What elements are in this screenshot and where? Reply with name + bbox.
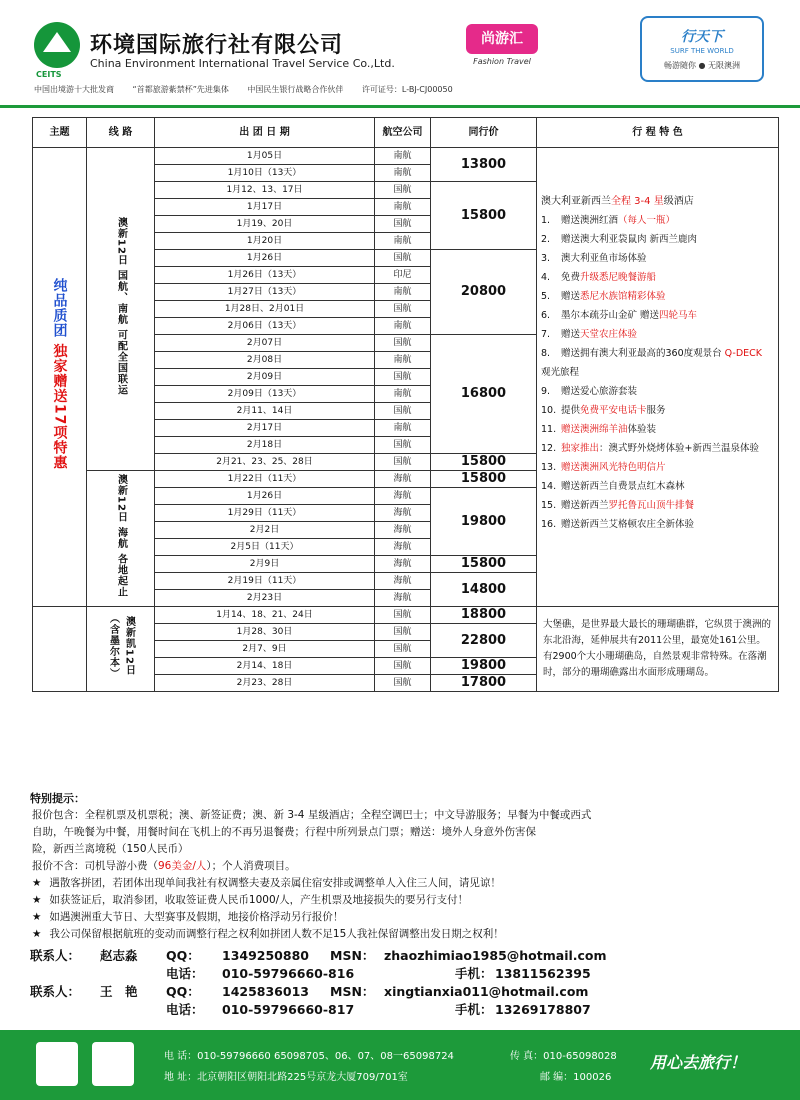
contact-label: 联系人： [30, 984, 81, 999]
route-label: 澳新12日 国航、南航 可配全国联运 [115, 216, 127, 396]
route-label: 澳新凯12日（含墨尔本） [107, 613, 135, 679]
airline: 国航 [375, 216, 431, 233]
feature-text: 服务 [646, 405, 666, 416]
airline: 印尼 [375, 267, 431, 284]
feature-number: 10. [541, 405, 557, 416]
certificate-badge-icon [92, 1042, 134, 1086]
feature-text: 赠送澳洲红酒 [561, 215, 619, 226]
airline: 国航 [375, 658, 431, 675]
feature-number: 9. [541, 386, 551, 397]
departure-date: 1月14、18、21、24日 [155, 607, 375, 624]
departure-date: 2月08日 [155, 352, 375, 369]
notice-item [30, 875, 780, 892]
star-icon: ★ [32, 928, 42, 940]
airline: 国航 [375, 403, 431, 420]
feature-highlight: Q-DECK [724, 348, 763, 359]
feature-text: 赠送 [561, 291, 581, 302]
group-price: 18800 [431, 607, 537, 624]
msn-label: MSN： [330, 984, 375, 999]
feature-item [541, 439, 774, 458]
feature-number: 8. [541, 348, 551, 359]
airline: 海航 [375, 539, 431, 556]
notice-text: 我公司保留根据航班的变动而调整行程之权利如拼团人数不足15人我社保留调整出发日期之权利！ [49, 928, 504, 940]
credential: 许可证号：L-BJ-CJ00050 [361, 85, 453, 94]
msn-label: MSN： [330, 948, 375, 963]
surf-the-world-logo [640, 16, 764, 82]
company-name-en: China Environment International Travel Service Co.,Ltd. [90, 57, 395, 70]
header-features: 行 程 特 色 [537, 118, 779, 148]
feature-text: 墨尔本疏芬山金矿 赠送 [561, 310, 660, 321]
airline: 海航 [375, 522, 431, 539]
price-includes [30, 807, 780, 824]
airline: 南航 [375, 284, 431, 301]
feature-number: 3. [541, 253, 551, 264]
feature-highlight: 赠送澳洲绵羊油 [561, 424, 628, 435]
contact-row [30, 983, 780, 1001]
theme-cell-empty [33, 607, 87, 692]
feature-number: 4. [541, 272, 551, 283]
credential: 中国出境游十大批发商 [34, 85, 114, 94]
theme-text: 纯品质团 [51, 277, 68, 338]
mobile-number: 13811562395 [495, 966, 591, 981]
departure-date: 1月12、13、17日 [155, 182, 375, 199]
feature-highlight: 四轮马车 [659, 310, 698, 321]
group-price: 20800 [431, 250, 537, 335]
airline: 国航 [375, 182, 431, 199]
departure-date: 1月29日（11天） [155, 505, 375, 522]
feature-number: 13. [541, 462, 557, 473]
theme-label [51, 278, 69, 470]
departure-date: 1月20日 [155, 233, 375, 250]
airline: 南航 [375, 233, 431, 250]
airline: 国航 [375, 454, 431, 471]
group-price: 15800 [431, 556, 537, 573]
feature-item [541, 420, 774, 439]
feature-text: 赠送新西兰艾格顿农庄全新体验 [561, 519, 695, 530]
feature-text: 赠送新西兰 [561, 500, 609, 511]
feature-item [541, 249, 774, 268]
header-theme: 主题 [33, 118, 87, 148]
tour-schedule-table [32, 117, 779, 692]
features-title [541, 192, 774, 211]
feature-number: 5. [541, 291, 551, 302]
departure-date: 2月2日 [155, 522, 375, 539]
feature-highlight: 赠送澳洲风光特色明信片 [561, 462, 666, 473]
airline: 南航 [375, 199, 431, 216]
notice-item [30, 926, 780, 943]
table-header-row [33, 118, 779, 148]
feature-number: 7. [541, 329, 551, 340]
notice-item [30, 909, 780, 926]
theme-cell [33, 148, 87, 607]
feature-text: 体验装 [627, 424, 657, 435]
footer-fax: 传 真：010-65098028 [510, 1051, 617, 1062]
contact-label: 联系人： [30, 948, 81, 963]
includes-line: 全程机票及机票税；澳、新签证费；澳、新 3-4 星级酒店；全程空调巴士；中文导游服务；早餐为中餐或西式 [84, 809, 592, 821]
route-cell [87, 148, 155, 471]
mobile-label: 手机： [455, 1002, 493, 1017]
feature-number: 16. [541, 519, 557, 530]
airline: 南航 [375, 352, 431, 369]
departure-date: 2月11、14日 [155, 403, 375, 420]
feature-text: 观光旅程 [541, 367, 580, 378]
feature-item [541, 458, 774, 477]
group-price: 13800 [431, 148, 537, 182]
header-airline: 航空公司 [375, 118, 431, 148]
award-badge-icon [36, 1042, 78, 1086]
logo-caption: CEITS [36, 70, 62, 79]
airline: 海航 [375, 471, 431, 488]
footer-postcode: 邮 编：100026 [540, 1072, 612, 1083]
airline: 海航 [375, 556, 431, 573]
feature-item [541, 477, 774, 496]
excludes-text: ）；个人消费项目。 [206, 860, 296, 872]
footer-phone: 电 话：010-59796660 65098705、06、07、08一65098724 [164, 1051, 454, 1062]
contact-name: 王 艳 [100, 984, 138, 999]
excludes-text: 司机导游小费（ [84, 860, 158, 872]
departure-date: 2月06日（13天） [155, 318, 375, 335]
brand2-title: 行天下 [681, 29, 723, 45]
group-price: 22800 [431, 624, 537, 658]
footer-address: 地 址：北京朝阳区朝阳北路225号京龙大厦709/701室 [164, 1072, 408, 1083]
feature-highlight: 升级悉尼晚餐游船 [580, 272, 657, 283]
feature-text: 赠送澳大利亚袋鼠肉 新西兰鹿肉 [561, 234, 698, 245]
includes-line: 自助，午晚餐为中餐，用餐时间在飞机上的不再另退餐费；行程中所列景点门票；赠送：境外人身意外伤害保 [32, 826, 536, 838]
feature-number: 2. [541, 234, 551, 245]
feature-item [541, 344, 774, 382]
feature-item [541, 230, 774, 249]
contact-name: 赵志淼 [100, 948, 138, 963]
star-icon: ★ [32, 911, 42, 923]
departure-date: 2月09日（13天） [155, 386, 375, 403]
excludes-label: 报价不含： [32, 860, 85, 872]
table-row [33, 148, 779, 165]
route-cell [87, 471, 155, 607]
tel-number: 010-59796660-817 [222, 1002, 355, 1017]
feature-number: 11. [541, 424, 557, 435]
special-notes [30, 790, 780, 943]
header-route: 线 路 [87, 118, 155, 148]
price-excludes [30, 858, 780, 875]
notice-item [30, 892, 780, 909]
msn-address[interactable]: xingtianxia011@hotmail.com [384, 984, 589, 999]
ceits-logo-icon [34, 22, 80, 68]
header-date: 出 团 日 期 [155, 118, 375, 148]
departure-date: 1月05日 [155, 148, 375, 165]
contact-row [30, 947, 780, 965]
feature-item [541, 287, 774, 306]
feature-highlight: 独家推出 [561, 443, 600, 454]
footer-slogan: 用心去旅行！ [650, 1053, 747, 1072]
airline: 海航 [375, 590, 431, 607]
airline: 国航 [375, 641, 431, 658]
features-title-part: 全程 3-4 星 [611, 196, 664, 207]
tel-label: 电话： [166, 1002, 204, 1017]
departure-date: 2月7、9日 [155, 641, 375, 658]
airline: 海航 [375, 573, 431, 590]
company-name-cn: 环境国际旅行社有限公司 [90, 33, 344, 58]
includes-line: 险，新西兰离境税（150人民币） [32, 843, 189, 855]
star-icon: ★ [32, 877, 42, 889]
airline: 南航 [375, 148, 431, 165]
notice-text: 如遇澳洲重大节日、大型赛事及假期，地接价格浮动另行报价！ [49, 911, 344, 923]
brand2-slogan: 畅游随你 ● 无限澳洲 [663, 61, 741, 70]
feature-item [541, 306, 774, 325]
fashion-travel-caption: Fashion Travel [473, 57, 531, 66]
departure-date: 1月10日（13天） [155, 165, 375, 182]
feature-highlight: 天堂农庄体验 [580, 329, 638, 340]
feature-highlight: 罗托鲁瓦山顶牛排餐 [608, 500, 695, 511]
departure-date: 2月23、28日 [155, 675, 375, 692]
notice-text: 遇散客拼团，若团体出现单间我社有权调整夫妻及亲属住宿安排或调整单人入住三人间，请见谅！ [49, 877, 501, 889]
airline: 国航 [375, 369, 431, 386]
departure-date: 1月27日（13天） [155, 284, 375, 301]
route-cell [87, 607, 155, 692]
feature-item [541, 325, 774, 344]
feature-highlight: 免费平安电话卡 [580, 405, 647, 416]
feature-highlight: 悉尼水族馆精彩体验 [580, 291, 666, 302]
group-price: 15800 [431, 182, 537, 250]
feature-text: 赠送新西兰自费景点红木森林 [561, 481, 685, 492]
departure-date: 2月5日（11天） [155, 539, 375, 556]
contact-row [30, 1001, 780, 1019]
contact-row [30, 965, 780, 983]
qq-label: QQ： [166, 948, 200, 963]
feature-text: 免费 [561, 272, 581, 283]
includes-label: 报价包含： [32, 809, 85, 821]
airline: 南航 [375, 386, 431, 403]
route-label: 澳新12日 海航 各地起止 [115, 473, 127, 598]
airline: 国航 [375, 607, 431, 624]
header-price: 同行价 [431, 118, 537, 148]
departure-date: 1月28日、2月01日 [155, 301, 375, 318]
departure-date: 1月17日 [155, 199, 375, 216]
features-title-part: 级酒店 [663, 196, 694, 207]
feature-text: ：澳式野外烧烤体验+新西兰温泉体验 [599, 443, 759, 454]
airline: 国航 [375, 250, 431, 267]
feature-text: 赠送 [561, 329, 581, 340]
table-row [33, 607, 779, 624]
page-footer [0, 1030, 800, 1100]
feature-number: 1. [541, 215, 551, 226]
feature-text: 赠送拥有澳大利亚最高的360度观景台 [561, 348, 725, 359]
departure-date: 1月19、20日 [155, 216, 375, 233]
airline: 南航 [375, 420, 431, 437]
feature-number: 15. [541, 500, 557, 511]
departure-date: 2月18日 [155, 437, 375, 454]
qq-number: 1349250880 [222, 948, 309, 963]
contact-block [30, 947, 780, 1019]
mobile-label: 手机： [455, 966, 493, 981]
airline: 海航 [375, 505, 431, 522]
qq-label: QQ： [166, 984, 200, 999]
airline: 国航 [375, 335, 431, 352]
departure-date: 1月28、30日 [155, 624, 375, 641]
notice-text: 如获签证后，取消参团，收取签证费人民币1000/人，产生机票及地接损失的要另行支付！ [49, 894, 469, 906]
group-price: 16800 [431, 335, 537, 454]
star-icon: ★ [32, 894, 42, 906]
feature-item [541, 496, 774, 515]
feature-item [541, 401, 774, 420]
departure-date: 2月07日 [155, 335, 375, 352]
airline: 南航 [375, 318, 431, 335]
airline: 国航 [375, 437, 431, 454]
group-price: 15800 [431, 454, 537, 471]
feature-item [541, 268, 774, 287]
departure-date: 2月17日 [155, 420, 375, 437]
feature-item [541, 515, 774, 534]
airline: 国航 [375, 301, 431, 318]
credential: “首都旅游紫禁杯”先进集体 [132, 85, 229, 94]
tel-label: 电话： [166, 966, 204, 981]
airline: 国航 [375, 675, 431, 692]
feature-number: 6. [541, 310, 551, 321]
credentials-line [34, 84, 469, 95]
tip-amount: 96美金/人 [158, 860, 207, 872]
brand2-en: SURF THE WORLD [670, 47, 734, 55]
group-price: 15800 [431, 471, 537, 488]
departure-date: 1月22日（11天） [155, 471, 375, 488]
qq-number: 1425836013 [222, 984, 309, 999]
great-barrier-reef-note: 大堡礁，是世界最大最长的珊瑚礁群，它纵贯于澳洲的东北沿海，延伸展共有2011公里，最宽处161公里。有2900个大小珊瑚礁岛，自然景观非常特殊。在落潮时，部分的珊瑚礁露出水面形成珊瑚岛。 [537, 607, 779, 692]
feature-text: 提供 [561, 405, 581, 416]
departure-date: 1月26日 [155, 488, 375, 505]
group-price: 17800 [431, 675, 537, 692]
feature-text: 澳大利亚鱼市场体验 [561, 253, 647, 264]
theme-highlight: 独家赠送17项特惠 [51, 343, 68, 471]
notes-title: 特别提示： [30, 792, 85, 805]
credential: 中国民生银行战略合作伙伴 [247, 85, 344, 94]
features-title-part: 澳大利亚新西兰 [541, 196, 611, 207]
departure-date: 1月26日（13天） [155, 267, 375, 284]
departure-date: 2月19日（11天） [155, 573, 375, 590]
departure-date: 2月21、23、25、28日 [155, 454, 375, 471]
group-price: 14800 [431, 573, 537, 607]
departure-date: 2月14、18日 [155, 658, 375, 675]
airline: 海航 [375, 488, 431, 505]
departure-date: 2月9日 [155, 556, 375, 573]
tel-number: 010-59796660-816 [222, 966, 355, 981]
airline: 国航 [375, 624, 431, 641]
feature-item [541, 211, 774, 230]
feature-number: 12. [541, 443, 557, 454]
airline: 南航 [375, 165, 431, 182]
page-header [0, 0, 800, 108]
msn-address[interactable]: zhaozhimiao1985@hotmail.com [384, 948, 607, 963]
mobile-number: 13269178807 [495, 1002, 591, 1017]
feature-number: 14. [541, 481, 557, 492]
feature-highlight: （每人一瓶） [618, 215, 676, 226]
fashion-travel-logo: 尚游汇 [466, 24, 538, 54]
group-price: 19800 [431, 488, 537, 556]
feature-item [541, 382, 774, 401]
group-price: 19800 [431, 658, 537, 675]
departure-date: 2月09日 [155, 369, 375, 386]
itinerary-features [537, 148, 779, 607]
feature-text: 赠送爱心旅游套装 [561, 386, 638, 397]
departure-date: 2月23日 [155, 590, 375, 607]
departure-date: 1月26日 [155, 250, 375, 267]
